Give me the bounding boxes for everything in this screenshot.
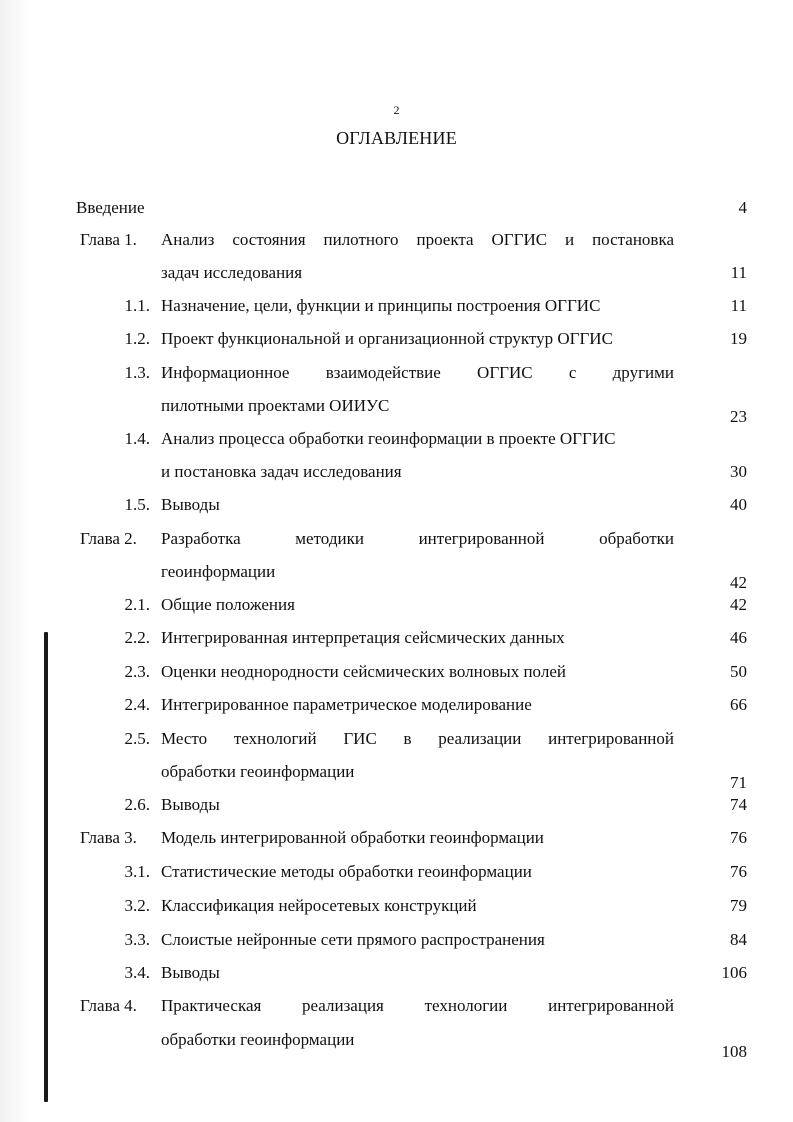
- scan-shadow: [0, 0, 30, 1122]
- section-3-1-number: 3.1.: [124, 862, 150, 881]
- chapter-4-title: Практическая реализация технологии интегрированной: [161, 996, 674, 1015]
- section-2-1-number: 2.1.: [124, 595, 150, 614]
- section-1-3-title: Информационное взаимодействие ОГГИС с другими: [161, 363, 674, 382]
- section-3-4-title: Выводы: [161, 963, 220, 982]
- section-2-3-title: Оценки неоднородности сейсмических волновых полей: [161, 662, 566, 681]
- chapter-2-title-cont: геоинформации: [161, 562, 276, 581]
- section-3-3-title: Слоистые нейронные сети прямого распространения: [161, 930, 545, 949]
- section-3-4-page: 106: [721, 963, 747, 982]
- chapter-2-label: Глава 2.: [80, 529, 137, 548]
- section-2-6-number: 2.6.: [124, 795, 150, 814]
- section-1-5-number: 1.5.: [124, 495, 150, 514]
- chapter-4-title-cont: обработки геоинформации: [161, 1030, 355, 1049]
- scan-edge-mark: [44, 632, 48, 1102]
- section-3-2-number: 3.2.: [124, 896, 150, 915]
- section-3-3-number: 3.3.: [124, 930, 150, 949]
- section-2-1-page: 42: [730, 595, 747, 614]
- section-3-2-title: Классификация нейросетевых конструкций: [161, 896, 477, 915]
- section-1-2-page: 19: [730, 329, 747, 348]
- section-2-4-number: 2.4.: [124, 695, 150, 714]
- chapter-1-title-cont: задач исследования: [161, 263, 303, 282]
- section-2-3-page: 50: [730, 662, 747, 681]
- section-1-5-page: 40: [730, 495, 747, 514]
- section-2-2-number: 2.2.: [124, 628, 150, 647]
- section-1-3-page: 23: [730, 407, 747, 426]
- section-1-3-number: 1.3.: [124, 363, 150, 382]
- section-2-5-title-cont: обработки геоинформации: [161, 762, 355, 781]
- section-3-4-number: 3.4.: [124, 963, 150, 982]
- section-1-2-title: Проект функциональной и организационной структур ОГГИС: [161, 329, 613, 348]
- chapter-3-page: 76: [730, 828, 747, 847]
- section-1-1-page: 11: [730, 296, 747, 315]
- section-1-4-page: 30: [730, 462, 747, 481]
- chapter-2-page: 42: [730, 573, 747, 592]
- section-1-4-title: Анализ процесса обработки геоинформации в проекте ОГГИС: [161, 429, 616, 448]
- section-2-5-page: 71: [730, 773, 747, 792]
- toc-intro-page: 4: [738, 198, 747, 217]
- section-2-3-number: 2.3.: [124, 662, 150, 681]
- chapter-1-page: 11: [730, 263, 747, 282]
- page-number: 2: [393, 103, 400, 117]
- chapter-4-page: 108: [721, 1042, 747, 1061]
- section-3-3-page: 84: [730, 930, 747, 949]
- section-3-1-page: 76: [730, 862, 747, 881]
- section-2-2-title: Интегрированная интерпретация сейсмических данных: [161, 628, 565, 647]
- section-1-4-title-cont: и постановка задач исследования: [161, 462, 402, 481]
- section-1-1-title: Назначение, цели, функции и принципы построения ОГГИС: [161, 296, 601, 315]
- section-1-2-number: 1.2.: [124, 329, 150, 348]
- section-2-5-title: Место технологий ГИС в реализации интегрированной: [161, 729, 674, 748]
- chapter-3-label: Глава 3.: [80, 828, 137, 847]
- section-3-1-title: Статистические методы обработки геоинформации: [161, 862, 532, 881]
- chapter-2-title: Разработка методики интегрированной обработки: [161, 529, 674, 548]
- chapter-3-title: Модель интегрированной обработки геоинформации: [161, 828, 544, 847]
- section-3-2-page: 79: [730, 896, 747, 915]
- section-2-2-page: 46: [730, 628, 747, 647]
- chapter-4-label: Глава 4.: [80, 996, 137, 1015]
- chapter-1-title: Анализ состояния пилотного проекта ОГГИС и постановка: [161, 230, 674, 249]
- section-1-5-title: Выводы: [161, 495, 220, 514]
- section-1-4-number: 1.4.: [124, 429, 150, 448]
- section-2-5-number: 2.5.: [124, 729, 150, 748]
- section-2-6-title: Выводы: [161, 795, 220, 814]
- section-1-1-number: 1.1.: [124, 296, 150, 315]
- section-2-4-title: Интегрированное параметрическое моделирование: [161, 695, 532, 714]
- section-2-4-page: 66: [730, 695, 747, 714]
- section-1-3-title-cont: пилотными проектами ОИИУС: [161, 396, 390, 415]
- section-2-1-title: Общие положения: [161, 595, 295, 614]
- section-2-6-page: 74: [730, 795, 747, 814]
- toc-intro-label: Введение: [76, 198, 145, 217]
- page-title: ОГЛАВЛЕНИЕ: [336, 128, 457, 148]
- chapter-1-label: Глава 1.: [80, 230, 137, 249]
